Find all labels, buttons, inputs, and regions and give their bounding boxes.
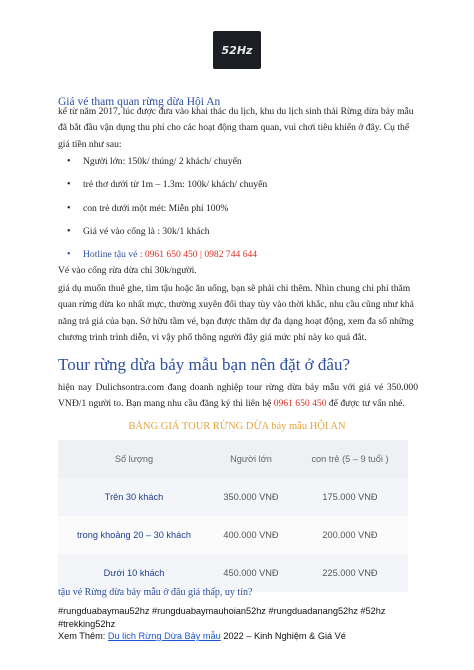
question-heading: tậu vé Rừng dừa bảy mẫu ở đâu giá thấp, uy tín? — [58, 587, 253, 598]
see-more-link[interactable]: Du lịch Rừng Dừa Bảy mẫu — [107, 631, 221, 641]
tour-text: hiện nay Dulichsontra.com đang doanh nghiệp tour rừng dừa bảy mẫu với giá vé 350.000 VNĐ/1 người to. Bạn mang nhu cầu đăng ký thì liên hệ — [58, 382, 418, 410]
column-header: Số lượng — [58, 440, 210, 478]
table-title: BẢNG GIÁ TOUR RỪNG DỪA bảy mẫu HỘI AN — [128, 421, 346, 432]
contact-phone[interactable]: 0961 650 450 — [273, 398, 327, 410]
see-more-prefix: Xem Thêm: — [58, 631, 108, 641]
intro-text: kể từ năm 2017, lúc được đưa vào khai thác du lịch, khu du lịch sinh thái Rừng dừa bảy mẫu đã bắt đầu vận dụng thu phí cho các hoạt động tham quan, vui chơi tiêu khiển ở đây. Cụ thể giá tiền như sau: — [58, 106, 414, 150]
table-cell: 450.000 VNĐ — [210, 554, 292, 592]
tour-text-end: để được tư vấn nhé. — [326, 398, 405, 410]
list-item: • trẻ thơ dưới từ 1m – 1.3m: 100k/ khách/ chuyến — [67, 177, 267, 200]
price-list — [67, 154, 267, 270]
hashtags: #rungduabaymau52hz #rungduabaymauhoian52hz #rungduadanang52hz #52hz #trekking52hz — [58, 606, 386, 629]
hotline-label: Hotline tậu vé — [83, 249, 138, 261]
table-cell: Trên 30 khách — [58, 478, 210, 516]
see-more-suffix: 2022 – Kinh Nghiệm & Giá Vé — [220, 631, 346, 641]
hotline-numbers[interactable]: : 0961 650 450 | 0982 744 644 — [139, 249, 258, 261]
table-cell: 225.000 VNĐ — [292, 554, 408, 592]
see-more-line — [58, 631, 346, 641]
table-cell: 175.000 VNĐ — [292, 478, 408, 516]
table-row — [58, 516, 408, 554]
ticket-note: Vé vào cổng rừa dừa chỉ 30k/người. — [58, 265, 197, 276]
heading-tour: Tour rừng dừa bảy mẫu bạn nên đặt ở đâu? — [58, 355, 350, 374]
intro-paragraph — [58, 104, 414, 153]
details-paragraph: giá dụ muốn thuê ghe, tìm tậu hoặc ăn uống, bạn sẽ phải chi thêm. Nhìn chung chi phí thăm quan rừng dừa ko nhất mực, thường xuyên đổi thay tùy vào thời khắc, nhu cầu cũng như khả năng trả giá của bạn. Sở hữu tầm vé, bạn được thăm dự đa dạng hoạt động, xem đa số những chương trình trình diễn, vì vậy phổ thông người đây giá mức phí này ko quá đắt. — [58, 283, 414, 343]
list-item: • con trẻ dưới một mét: Miễn phí 100% — [67, 201, 267, 224]
list-item: • Giá vé vào cổng là : 30k/1 khách — [67, 224, 267, 247]
tour-paragraph — [58, 380, 418, 413]
table-cell: 200.000 VNĐ — [292, 516, 408, 554]
logo — [213, 31, 261, 69]
price-table — [58, 440, 408, 592]
column-header: con trẻ (5 – 9 tuổi ) — [292, 440, 408, 478]
table-header-row — [58, 440, 408, 478]
logo-text: 52Hz — [221, 43, 253, 57]
table-row — [58, 478, 408, 516]
table-cell: 400.000 VNĐ — [210, 516, 292, 554]
column-header: Người lớn — [210, 440, 292, 478]
heading-ticket-price: Giá vé tham quan rừng dừa Hội An — [58, 96, 221, 108]
list-item: • Người lớn: 150k/ thúng/ 2 khách/ chuyến — [67, 154, 267, 177]
table-cell: trong khoảng 20 – 30 khách — [58, 516, 210, 554]
table-cell: Dưới 10 khách — [58, 554, 210, 592]
table-cell: 350.000 VNĐ — [210, 478, 292, 516]
